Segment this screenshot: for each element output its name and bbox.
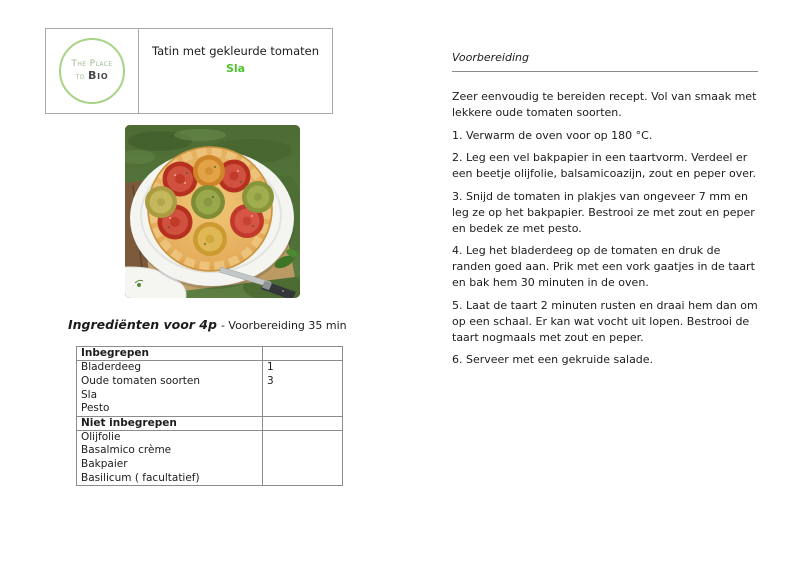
ingredient-qty: 3 xyxy=(263,374,343,388)
ingredients-heading xyxy=(68,314,347,333)
preparation-step: 6. Serveer met een gekruide salade. xyxy=(452,353,654,366)
ingredient-qty xyxy=(263,402,343,416)
logo-text-line1: The Place xyxy=(71,59,113,69)
logo-bio: Bio xyxy=(87,69,109,82)
table-row xyxy=(77,402,343,416)
logo-cell xyxy=(46,29,139,113)
section-label: Inbegrepen xyxy=(77,347,263,361)
preparation-step: 2. Leg een vel bakpapier in een taartvorm. Verdeel er een beetje olijfolie, balsamicoazijn, zout en peper over. xyxy=(452,151,756,180)
table-row xyxy=(77,374,343,388)
preparation-section xyxy=(452,50,758,375)
preparation-heading: Voorbereiding xyxy=(452,50,758,72)
table-row xyxy=(77,444,343,458)
ingredient-name: Basalmico crème xyxy=(81,444,172,457)
ingredient-qty xyxy=(263,458,343,472)
ingredient-qty: 1 xyxy=(263,361,343,375)
table-row xyxy=(77,361,343,375)
ingredient-name: Sla xyxy=(81,388,98,401)
ingredients-table xyxy=(76,346,343,486)
table-section-row xyxy=(77,347,343,361)
the-place-to-bio-logo-icon xyxy=(59,38,125,104)
ingredient-qty xyxy=(263,472,343,486)
table-section-row xyxy=(77,416,343,430)
ingredients-heading-rest: - Voorbereiding 35 min xyxy=(220,319,347,332)
header-boxes xyxy=(45,28,333,114)
recipe-subtitle: Sla xyxy=(225,62,246,75)
preparation-step: 1. Verwarm de oven voor op 180 °C. xyxy=(452,128,653,142)
section-qty xyxy=(263,347,343,361)
preparation-intro: Zeer eenvoudig te bereiden recept. Vol van smaak met lekkere oude tomaten soorten. xyxy=(452,90,757,119)
table-row xyxy=(77,430,343,444)
ingredient-name: Oude tomaten soorten xyxy=(81,374,201,387)
ingredient-name: Bakpaier xyxy=(81,458,128,471)
table-row xyxy=(77,388,343,402)
tomato-tart-photo-illustration xyxy=(125,125,300,298)
recipe-title: Tatin met gekleurde tomaten xyxy=(151,44,320,58)
ingredient-qty xyxy=(263,388,343,402)
ingredient-name: Pesto xyxy=(81,402,110,415)
section-label: Niet inbegrepen xyxy=(77,416,263,430)
logo-text-line2 xyxy=(75,70,108,83)
preparation-step: 4. Leg het bladerdeeg op de tomaten en druk de randen goed aan. Prik met een vork gaatjes in de taart en bak hem 30 minuten in de oven. xyxy=(452,244,755,289)
ingredient-name: Olijfolie xyxy=(81,430,121,443)
preparation-step: 5. Laat de taart 2 minuten rusten en draai hem dan om op een schaal. Er kan wat vocht uit lopen. Bestrooi de taart nogmaals met zout en peper. xyxy=(452,298,758,344)
ingredients-heading-italic: Ingrediënten voor 4p xyxy=(68,317,217,332)
ingredient-name: Bladerdeeg xyxy=(81,361,142,374)
title-cell xyxy=(139,29,332,113)
section-qty xyxy=(263,416,343,430)
ingredient-name: Basilicum ( facultatief) xyxy=(81,471,200,484)
table-row xyxy=(77,458,343,472)
logo-to: to xyxy=(75,72,85,82)
ingredient-qty xyxy=(263,430,343,444)
ingredient-qty xyxy=(263,444,343,458)
dish-photo xyxy=(125,125,300,298)
preparation-step: 3. Snijd de tomaten in plakjes van ongeveer 7 mm en leg ze op het bakpapier. Bestrooi ze met zout en peper en bedek ze met pesto. xyxy=(452,189,755,235)
table-row xyxy=(77,472,343,486)
